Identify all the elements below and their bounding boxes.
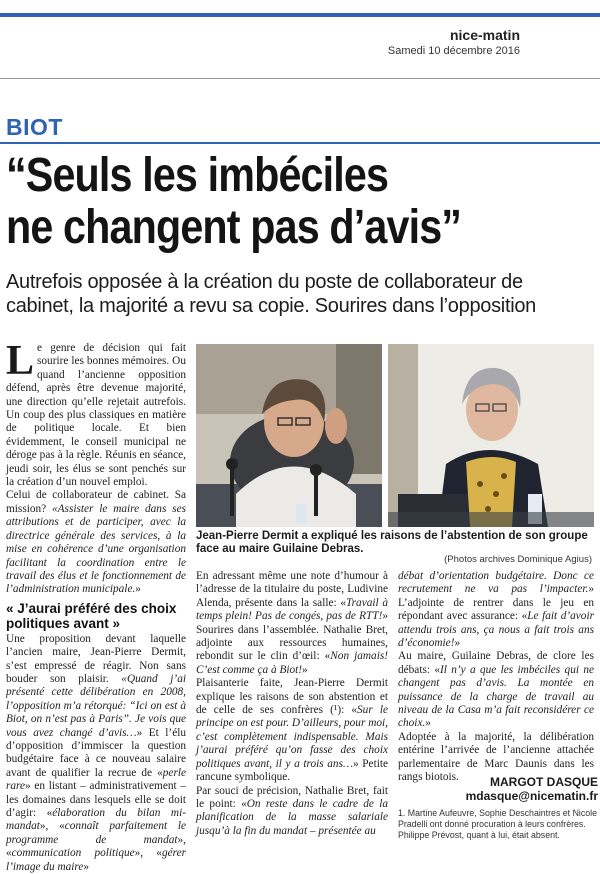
article-column-2: [196, 570, 388, 838]
author-name: MARGOT DASQUE: [490, 775, 598, 789]
photo-caption: Jean-Pierre Dermit a expliqué les raisons de l’abstention de son groupe face au maire Guilaine Debras.: [196, 530, 588, 555]
photo-credit: (Photos archives Dominique Agius): [444, 554, 592, 565]
paragraph-mission: Celui de collaborateur de cabinet. Sa mission? «Assister le maire dans ses attributions et de participer, avec la directrice générale des services, à la mise en cohérence d’une organisation facilitant la coordination entre le travail des élus et le fonctionnement de l’administration municipale.»: [6, 489, 186, 596]
paragraph-dermit: Une proposition devant laquelle l’ancien maire, Jean-Pierre Dermit, s’est empressé de réagir. Non sans bouder son plaisir. «Quand j’ai présenté cette délibération en 2008, l’opposition m’a rétorqué: “Ici on est à Biot, on n’est pas à Paris”. Je vois que vous avez changé d’avis…» Et l’élu d’opposition d’immiscer la question budgétaire face à ce nouveau salaire avant de qualifier la recrue de «perle rare» en listant – administrativement – les domaines dans lesquels elle se doit d’agir: «élaboration du bilan mi-mandat», «connaît parfaitement le programme de mandat», «communication politique», «gérer l’image du maire»: [6, 632, 187, 873]
paragraph-budget: débat d’orientation budgétaire. Donc ce recrutement ne va pas l’impacter.» L’adjointe de rentrer dans le jeu en répondant avec assurance: «Le fait d’avoir attendu trois ans, ça nous a fait trois ans d’économie!»: [398, 570, 594, 650]
author-email: mdasque@nicematin.fr: [465, 789, 598, 803]
photo-dermit-illustration: [196, 344, 382, 527]
photo-debras-illustration: [388, 344, 594, 527]
paragraph-humour: En adressant même une note d’humour à l’adresse de la titulaire du poste, Ludivine Alenda, présente dans la salle: «Travail à temps plein! Pas de congés, pas de RTT!» Sourires dans l’assemblée. Nathalie Bret, adjointe aux ressources humaines, rebondit sur le clin d’œil: «Non jamais! C’est comme ça à Biot!»: [196, 570, 389, 676]
rubric-underline: [0, 142, 600, 144]
paragraph-maire: Au maire, Guilaine Debras, de clore les débats: «Il n’y a que les imbéciles qui ne changent pas d’avis. La montée en puissance de la charge de travail au niveau de la Casa m’a fait reconsidérer ce choix.»: [398, 650, 594, 730]
headline-line-1: “Seuls les imbéciles: [6, 149, 389, 202]
headline-line-2: ne changent pas d’avis”: [6, 201, 462, 254]
paragraph-abstention: Plaisanterie faite, Jean-Pierre Dermit explique les raisons de son abstention et de celle de ses confrères (¹): «Sur le principe on est pour. D’ailleurs, pour moi, c’est complètement indispensable. Mais j’aurai préféré qu’on fasse des choix politiques avant, il y a trois ans…» Petite rancune symbolique.: [196, 677, 389, 784]
photo-guilaine-debras: [388, 344, 594, 527]
masthead: [388, 27, 520, 57]
article-column-3: [398, 570, 594, 785]
intro-paragraph: Le genre de décision qui fait sourire les bonnes mémoires. Ou quand l’ancienne opposition défend, après être devenue majorité, une direction qu’elle rejetait autrefois. Un coup des plus classiques en matière de politique locale. Et bien évidemment, le conseil municipal ne déroge pas à la règle. Réunis en séance, jeudi soir, les élus se sont penchés sur la création d’un nouvel emploi.: [6, 338, 186, 489]
article-column-1: [6, 338, 187, 874]
photo-jean-pierre-dermit: [196, 344, 382, 527]
newspaper-name: nice-matin: [449, 27, 520, 43]
author-signature: [398, 775, 598, 803]
standfirst: Autrefois opposée à la création du poste de collaborateur de cabinet, la majorité a revu sa copie. Sourires dans l’opposition: [6, 271, 536, 317]
section-rubric: BIOT: [6, 114, 63, 140]
paragraph-conclusion: Adoptée à la majorité, la délibération entérine l’arrivée de l’ancienne attachée parlementaire de Marc Daunis dans les rangs biotois.: [398, 730, 594, 784]
footnote: 1. Martine Aufeuvre, Sophie Deschaintres et Nicole Pradelli ont donné procuration à leurs confrères. Philippe Prévost, quant à lui, était absent.: [398, 808, 598, 840]
drop-cap: L: [6, 338, 35, 384]
headline: [6, 150, 513, 254]
masthead-divider: [0, 78, 600, 79]
paragraph-precision: Par souci de précision, Nathalie Bret, fait le point: «On reste dans le cadre de la planification de la masse salariale jusqu’à la fin du mandat – présentée au: [196, 784, 389, 837]
intertitle: « J’aurai préféré des choix politiques avant »: [6, 600, 177, 631]
top-accent-bar: [0, 13, 600, 17]
publication-date: Samedi 10 décembre 2016: [387, 45, 520, 57]
